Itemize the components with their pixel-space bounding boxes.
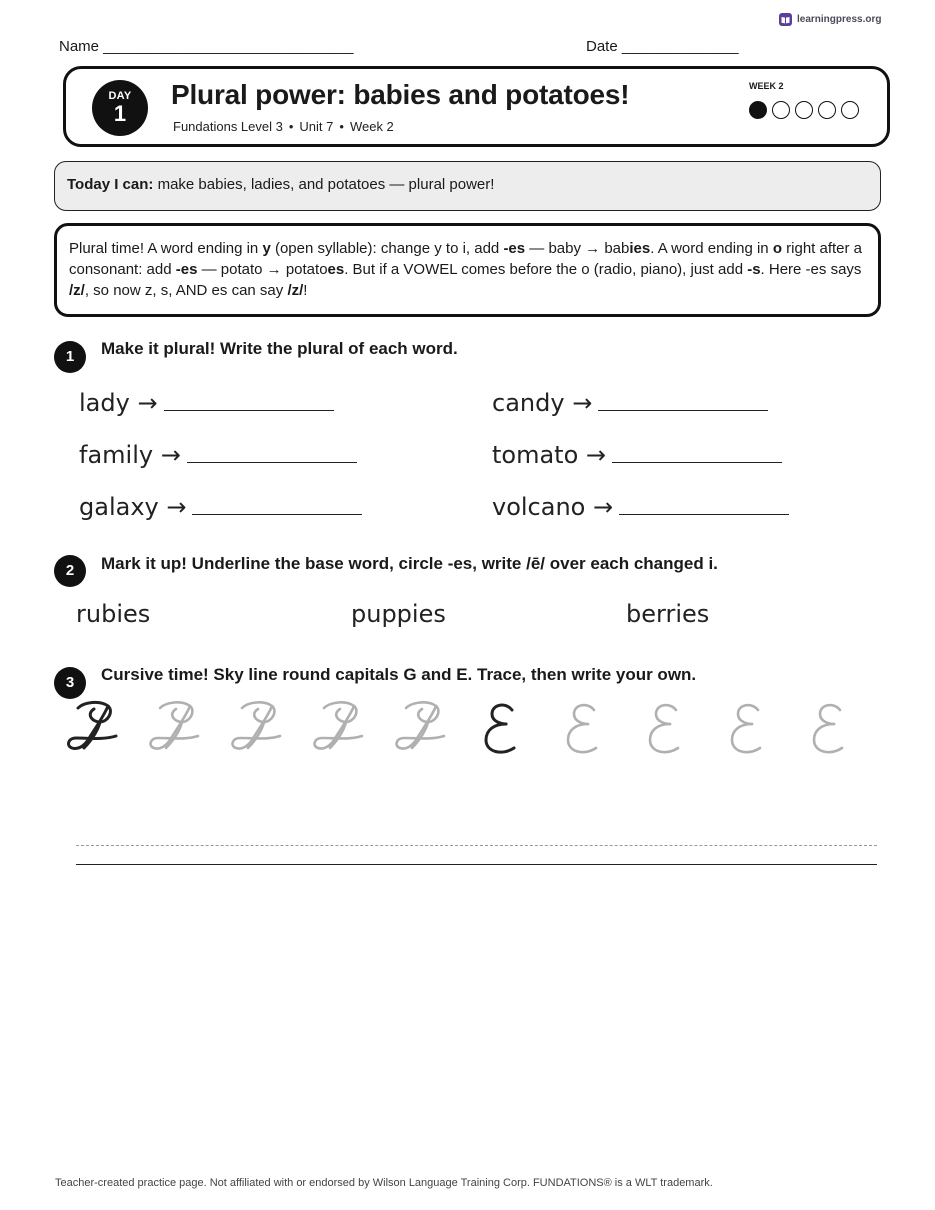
lesson-subtitle <box>173 119 394 134</box>
today-lead: Today I can: <box>67 176 154 193</box>
cursive-e-model <box>474 700 538 762</box>
section-2-title: Mark it up! Underline the base word, circle -es, write /ē/ over each changed i. <box>101 554 718 573</box>
plural-item <box>492 493 789 521</box>
rule-text: — potato → potato <box>197 261 328 278</box>
markup-word[interactable]: berries <box>626 600 710 628</box>
day-number: 1 <box>113 101 127 126</box>
cursive-g-trace[interactable] <box>228 700 292 762</box>
week-label: WEEK 2 <box>749 81 784 91</box>
arrow: → <box>137 389 158 417</box>
rule-emphasis: /z/ <box>287 282 304 299</box>
arrow: → <box>160 441 181 469</box>
rule-emphasis: o <box>772 240 782 257</box>
lesson-header <box>63 66 890 147</box>
answer-line[interactable] <box>598 391 768 411</box>
plural-item <box>79 389 334 417</box>
day-badge <box>92 80 148 136</box>
rule-emphasis: /z/ <box>69 282 85 299</box>
base-word: volcano <box>492 493 586 521</box>
answer-line[interactable] <box>192 495 362 515</box>
today-goal <box>54 161 881 211</box>
rule-text: Plural time! A word ending in <box>69 240 263 257</box>
writing-baseline[interactable] <box>76 864 877 865</box>
arrow: → <box>585 441 607 469</box>
footer-disclaimer: Teacher-created practice page. Not affiliated with or endorsed by Wilson Language Training Corp. FUNDATIONS® is a WLT trademark. <box>55 1177 713 1189</box>
cursive-g-trace[interactable] <box>392 700 456 762</box>
subtitle-unit: Unit 7 <box>299 119 334 134</box>
rule-emphasis: y <box>262 240 271 257</box>
week-dot-empty <box>795 101 813 119</box>
markup-word[interactable]: puppies <box>351 600 446 628</box>
rule-emphasis: -es <box>503 240 526 257</box>
rule-text: , so now z, s, AND es can say <box>84 282 288 299</box>
separator-dot: • <box>288 119 294 134</box>
section-1-number: 1 <box>54 341 86 373</box>
name-field[interactable]: Name ______________________________ <box>59 38 354 55</box>
today-text: make babies, ladies, and potatoes — plural power! <box>153 176 495 193</box>
arrow: → <box>166 493 187 521</box>
plural-item <box>492 389 768 417</box>
cursive-e-trace[interactable] <box>638 700 702 762</box>
week-dot-filled <box>749 101 767 119</box>
section-2-number: 2 <box>54 555 86 587</box>
cursive-e-trace[interactable] <box>556 700 620 762</box>
answer-line[interactable] <box>164 391 334 411</box>
week-dot-empty <box>772 101 790 119</box>
writing-midline <box>76 845 877 846</box>
rule-text: — baby → bab <box>525 240 630 257</box>
rule-emphasis: -s <box>747 261 761 278</box>
cursive-g-trace[interactable] <box>146 700 210 762</box>
rule-emphasis: ies <box>629 240 651 257</box>
week-dot-empty <box>818 101 836 119</box>
week-dots <box>749 101 859 119</box>
section-3-number: 3 <box>54 667 86 699</box>
section-3-title: Cursive time! Sky line round capitals G and E. Trace, then write your own. <box>101 665 697 684</box>
rule-explanation <box>54 223 881 317</box>
rule-text: right after a consonant: add <box>69 240 863 278</box>
base-word: candy <box>492 389 565 417</box>
plural-item <box>79 493 362 521</box>
rule-emphasis: -es <box>175 261 198 278</box>
arrow: → <box>572 389 593 417</box>
cursive-e-trace[interactable] <box>802 700 866 762</box>
week-dot-empty <box>841 101 859 119</box>
base-word: galaxy <box>79 493 159 521</box>
brand-logo[interactable] <box>779 13 881 26</box>
cursive-g-trace[interactable] <box>310 700 374 762</box>
answer-line[interactable] <box>612 443 782 463</box>
rule-text: (open syllable): change y to i, add <box>270 240 504 257</box>
brand-name: learningpress.org <box>797 14 882 25</box>
answer-line[interactable] <box>187 443 357 463</box>
base-word: lady <box>79 389 130 417</box>
section-1-title: Make it plural! Write the plural of each word. <box>101 339 458 358</box>
date-field[interactable]: Date ______________ <box>586 38 739 55</box>
week-progress <box>749 81 859 119</box>
base-word: tomato <box>492 441 579 469</box>
plural-item <box>79 441 357 469</box>
arrow: → <box>593 493 614 521</box>
cursive-e-trace[interactable] <box>720 700 784 762</box>
rule-text: . Here -es says <box>760 261 862 278</box>
rule-text: . But if a VOWEL comes before the o (radio, piano), just add <box>344 261 748 278</box>
rule-text: . A word ending in <box>650 240 773 257</box>
rule-text: ! <box>303 282 308 299</box>
cursive-g-model <box>64 700 128 762</box>
subtitle-level: Fundations Level 3 <box>173 119 283 134</box>
separator-dot: • <box>339 119 344 134</box>
answer-line[interactable] <box>619 495 789 515</box>
cursive-trace-row <box>64 700 864 770</box>
rule-emphasis: es <box>327 261 345 278</box>
plural-item <box>492 441 782 469</box>
base-word: family <box>79 441 154 469</box>
day-label: DAY <box>108 90 132 102</box>
markup-word[interactable]: rubies <box>76 600 151 628</box>
subtitle-week: Week 2 <box>349 119 394 134</box>
page-title: Plural power: babies and potatoes! <box>171 79 630 110</box>
book-icon <box>779 13 792 26</box>
